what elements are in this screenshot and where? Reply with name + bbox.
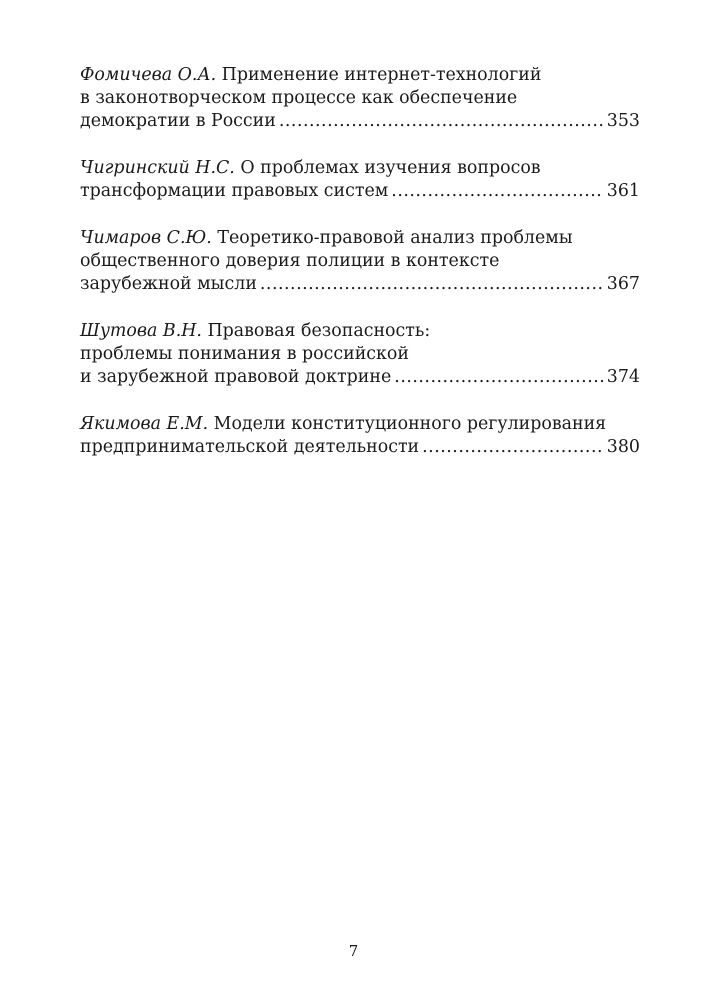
toc-first-line <box>80 64 640 87</box>
toc-last-line <box>80 273 640 296</box>
toc-title-line: в законотворческом процессе как обеспечение <box>80 88 518 108</box>
toc-first-line <box>80 227 640 250</box>
toc-title-line: О проблемах изучения вопросов <box>240 158 541 178</box>
toc-last-line <box>80 436 640 459</box>
toc-last-line <box>80 110 640 133</box>
toc-title-line: демократии в России <box>80 111 276 131</box>
toc-author: Фомичева О.А. <box>80 65 217 85</box>
toc-title-line: трансформации правовых систем <box>80 181 389 201</box>
toc-author: Якимова Е.М. <box>80 414 209 434</box>
toc-last-line <box>80 180 640 203</box>
dot-leader <box>394 366 604 389</box>
toc-page-number: 361 <box>606 181 640 201</box>
toc-entry <box>80 157 640 203</box>
toc-entry <box>80 413 640 459</box>
toc-last-line <box>80 366 640 389</box>
dot-leader <box>391 180 604 203</box>
dot-leader <box>260 273 604 296</box>
toc-title-line: проблемы понимания в российской <box>80 344 409 364</box>
dot-leader <box>279 110 604 133</box>
toc-title-line: Применение интернет-технологий <box>221 65 542 85</box>
toc-page-number: 374 <box>606 367 640 387</box>
toc-page-number: 353 <box>606 111 640 131</box>
page-number: 7 <box>348 942 359 960</box>
toc-author: Чигринский Н.С. <box>80 158 235 178</box>
toc-title-line: Модели конституционного регулирования <box>213 414 607 434</box>
toc-title-line: Теоретико-правовой анализ проблемы <box>217 228 573 248</box>
dot-leader <box>422 436 604 459</box>
toc-title-line: и зарубежной правовой доктрине <box>80 367 392 387</box>
toc-title-line: общественного доверия полиции в контексте <box>80 251 500 271</box>
toc-entry <box>80 227 640 296</box>
toc-title-line: зарубежной мысли <box>80 274 257 294</box>
toc-author: Чимаров С.Ю. <box>80 228 212 248</box>
toc-page-number: 367 <box>606 274 640 294</box>
toc-title-line: Правовая безопасность: <box>207 321 431 341</box>
toc-author: Шутова В.Н. <box>80 321 202 341</box>
toc-entry <box>80 320 640 389</box>
toc-entry <box>80 64 640 133</box>
table-of-contents <box>80 64 640 483</box>
toc-first-line <box>80 157 640 180</box>
toc-first-line <box>80 320 640 343</box>
toc-first-line <box>80 413 640 436</box>
toc-page-number: 380 <box>606 437 640 457</box>
toc-title-line: предпринимательской деятельности <box>80 437 420 457</box>
